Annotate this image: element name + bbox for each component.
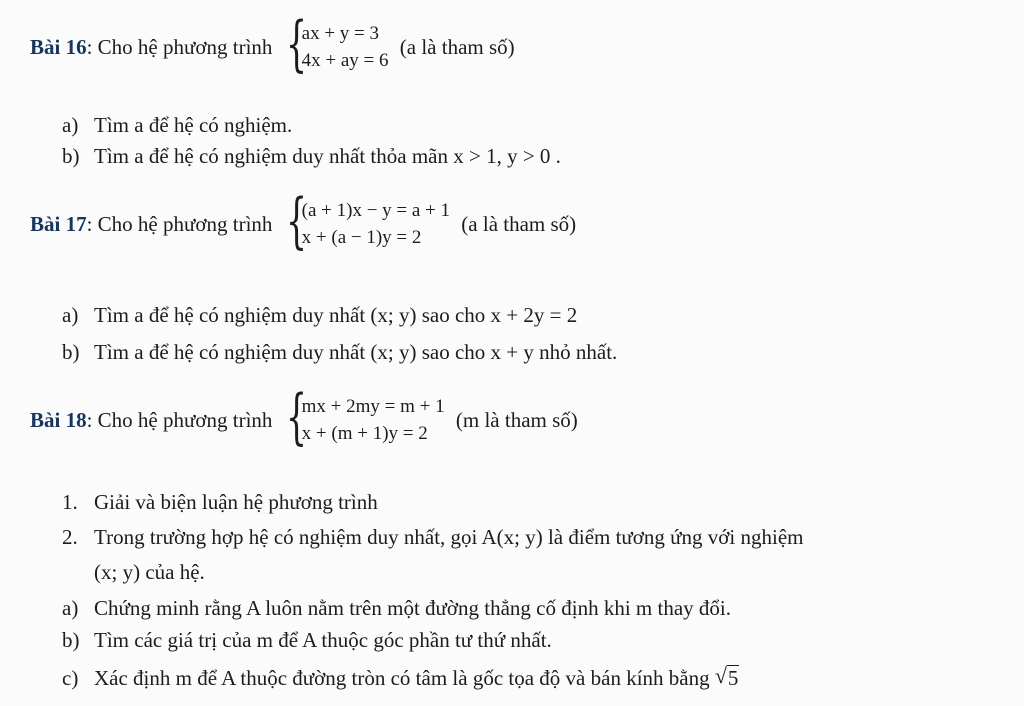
problem-17-equation-2: x + (a − 1)y = 2 bbox=[301, 227, 422, 248]
problem-16-equation-2: 4x + ay = 6 bbox=[301, 50, 389, 71]
item-text: Tìm a để hệ có nghiệm duy nhất (x; y) sao cho x + y nhỏ nhất. bbox=[94, 340, 618, 364]
problem-18-header bbox=[30, 382, 578, 452]
brace-icon: { bbox=[285, 186, 307, 256]
problem-18-equation-2: x + (m + 1)y = 2 bbox=[301, 423, 428, 444]
item-marker: 1. bbox=[62, 490, 78, 514]
problem-18-item-c bbox=[62, 663, 739, 690]
item-marker: a) bbox=[62, 113, 79, 137]
problem-17-item-a bbox=[62, 303, 577, 327]
square-root bbox=[714, 663, 740, 690]
problem-17-system bbox=[285, 186, 451, 256]
problem-18-label: Bài 18 bbox=[30, 408, 87, 432]
brace-icon: { bbox=[285, 382, 307, 452]
problem-18-intro: : Cho hệ phương trình bbox=[86, 408, 273, 432]
item-marker: 2. bbox=[62, 525, 78, 549]
problem-18-item-b bbox=[62, 628, 552, 652]
item-text: Trong trường hợp hệ có nghiệm duy nhất, gọi A(x; y) là điểm tương ứng với nghiệm bbox=[94, 525, 804, 549]
item-marker: a) bbox=[62, 596, 79, 620]
item-text: Tìm a để hệ có nghiệm. bbox=[94, 113, 293, 137]
item-text: Chứng minh rằng A luôn nằm trên một đường thẳng cố định khi m thay đổi. bbox=[94, 596, 731, 620]
radical-sign-icon: √ bbox=[714, 663, 727, 688]
item-marker: b) bbox=[62, 340, 80, 364]
item-text: (x; y) của hệ. bbox=[94, 560, 205, 584]
item-marker: b) bbox=[62, 144, 80, 168]
problem-17-header bbox=[30, 186, 577, 256]
problem-16-system bbox=[285, 9, 389, 79]
radicand: 5 bbox=[727, 666, 739, 690]
problem-17-parameter: (a là tham số) bbox=[461, 212, 577, 236]
problem-18-parameter: (m là tham số) bbox=[455, 408, 578, 432]
problem-16-label: Bài 16 bbox=[30, 35, 87, 59]
problem-18-item-2-continuation bbox=[94, 560, 205, 584]
item-marker: b) bbox=[62, 628, 80, 652]
problem-17-item-b bbox=[62, 340, 617, 364]
item-text: Tìm các giá trị của m để A thuộc góc phần tư thứ nhất. bbox=[94, 628, 552, 652]
problem-16-intro: : Cho hệ phương trình bbox=[86, 35, 273, 59]
problem-17-label: Bài 17 bbox=[30, 212, 87, 236]
item-text: Giải và biện luận hệ phương trình bbox=[94, 490, 378, 514]
problem-16-equation-1: ax + y = 3 bbox=[301, 23, 380, 44]
item-marker: c) bbox=[62, 666, 79, 690]
problem-16-header bbox=[30, 9, 515, 79]
item-text: Tìm a để hệ có nghiệm duy nhất thỏa mãn x > 1, y > 0 . bbox=[94, 144, 561, 168]
problem-18-item-1 bbox=[62, 490, 378, 514]
item-text: Tìm a để hệ có nghiệm duy nhất (x; y) sao cho x + 2y = 2 bbox=[94, 303, 578, 327]
problem-18-item-2 bbox=[62, 525, 803, 549]
problem-16-parameter: (a là tham số) bbox=[399, 35, 515, 59]
item-marker: a) bbox=[62, 303, 79, 327]
item-text: Xác định m để A thuộc đường tròn có tâm là gốc tọa độ và bán kính bằng bbox=[94, 666, 710, 690]
problem-17-intro: : Cho hệ phương trình bbox=[86, 212, 273, 236]
problem-17-equation-1: (a + 1)x − y = a + 1 bbox=[301, 200, 451, 221]
brace-icon: { bbox=[285, 9, 307, 79]
problem-18-equation-1: mx + 2my = m + 1 bbox=[301, 396, 445, 417]
problem-18-item-a bbox=[62, 596, 731, 620]
problem-18-system bbox=[285, 382, 445, 452]
problem-16-item-a bbox=[62, 113, 292, 137]
problem-16-item-b bbox=[62, 144, 561, 168]
